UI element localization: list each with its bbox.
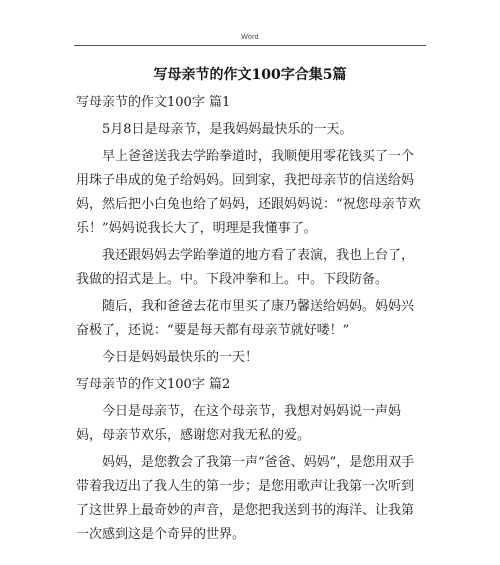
header-divider (74, 45, 426, 46)
app-header-label: Word (241, 34, 259, 41)
paragraph: 随后，我和爸爸去花市里买了康乃馨送给妈妈。妈妈兴奋极了，还说：“要是每天都有母亲节就好喽！” (76, 299, 415, 338)
section-heading: 写母亲节的作文100字 篇1 (76, 95, 231, 110)
paragraph: 今日是妈妈最快乐的一天！ (102, 350, 259, 365)
paragraph: 我还跟妈妈去学跆拳道的地方看了表演，我也上台了，我做的招式是上。中。下段冲拳和上。中。下段防备。 (76, 248, 415, 287)
paragraph: 妈妈，是您教会了我第一声“爸爸、妈妈”，是您用双手带着我迈出了我人生的第一步；是您用歌声让我第一次听到了这世界上最奇妙的声音，是您把我送到书的海洋、让我第一次感到这是个奇异的世界。 (76, 455, 415, 542)
section-heading: 写母亲节的作文100字 篇2 (76, 377, 231, 392)
document-title: 写母亲节的作文100字合集5篇 (153, 67, 347, 83)
paragraph: 5月8日是母亲节，是我妈妈最快乐的一天。 (102, 122, 353, 137)
document-body (76, 91, 426, 547)
paragraph: 早上爸爸送我去学跆拳道时，我顺便用零花钱买了一个用珠子串成的兔子给妈妈。回到家，我把母亲节的信送给妈妈，然后把小白兔也给了妈妈，还跟妈妈说：“祝您母亲节欢乐！”妈妈说我长大了，明理是我懂事了。 (76, 149, 421, 236)
paragraph: 今日是母亲节，在这个母亲节，我想对妈妈说一声妈妈，母亲节欢乐，感谢您对我无私的爱。 (76, 404, 402, 443)
